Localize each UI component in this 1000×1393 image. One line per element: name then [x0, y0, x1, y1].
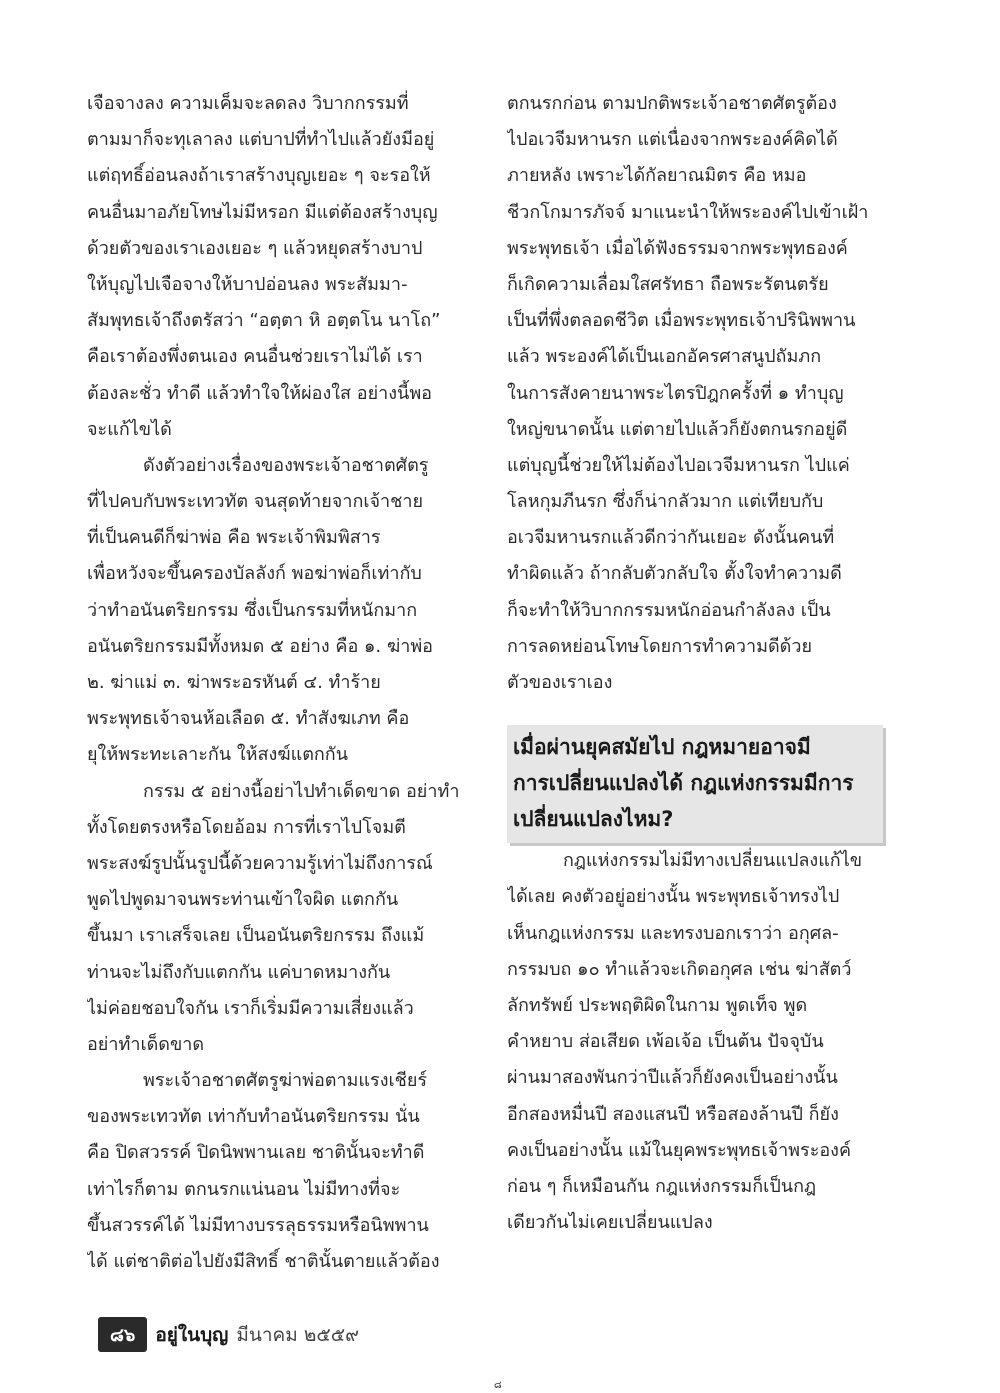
body-line: ๒. ฆ่าแม่ ๓. ฆ่าพระอรหันต์ ๔. ทำร้าย: [87, 672, 381, 693]
body-line: เห็นกฎแห่งกรรม และทรงบอกเราว่า อกุศล-: [507, 922, 839, 944]
body-line: พระพุทธเจ้าจนห้อเลือด ๕. ทำสังฆเภท คือ: [87, 708, 410, 730]
body-line: ตกนรกก่อน ตามปกติพระเจ้าอชาตศัตรูต้อง: [507, 93, 837, 114]
body-line: ในการสังคายนาพระไตรปิฎกครั้งที่ ๑ ทำบุญ: [507, 382, 844, 404]
body-line: ใหญ่ขนาดนั้น แต่ตายไปแล้วก็ยังตกนรกอยู่ดี: [507, 418, 848, 440]
right-column: [507, 86, 889, 1241]
body-line: ไปอเวจีมหานรก แต่เนื่องจากพระองค์คิดได้: [507, 129, 838, 151]
publication-name: อยู่ในบุญ: [155, 1323, 229, 1346]
body-line: ไม่ค่อยชอบใจกัน เราก็เริ่มมีความเสี่ยงแล้ว: [87, 997, 414, 1019]
body-line: แต่ฤทธิ์อ่อนลงถ้าเราสร้างบุญเยอะ ๆ จะรอให้: [87, 165, 431, 187]
body-line: อย่าทำเด็ดขาด: [87, 1033, 205, 1055]
body-line: เดียวกันไม่เคยเปลี่ยนแปลง: [507, 1212, 713, 1234]
section-heading-line: การเปลี่ยนแปลงได้ กฎแห่งกรรมมีการ: [513, 771, 854, 796]
body-line: สัมพุทธเจ้าถึงตรัสว่า “อตฺตา หิ อตฺตโน นาโถ”: [87, 310, 441, 332]
page-number: ๘๖: [98, 1317, 147, 1352]
body-line: พระสงฆ์รูปนั้นรูปนี้ด้วยความรู้เท่าไม่ถึงการณ์: [87, 852, 433, 874]
body-line: ก่อน ๆ ก็เหมือนกัน กฎแห่งกรรมก็เป็นกฎ: [507, 1175, 817, 1197]
body-line: ให้บุญไปเจือจางให้บาปอ่อนลง พระสัมมา-: [87, 273, 408, 295]
body-line: ท่านจะไม่ถึงกับแตกกัน แค่บาดหมางกัน: [87, 961, 391, 983]
body-line: ตัวของเราเอง: [507, 672, 613, 693]
body-line: เจือจางลง ความเค็มจะลดลง วิบากกรรมที่: [87, 93, 409, 114]
body-line: ที่เป็นคนดีก็ฆ่าพ่อ คือ พระเจ้าพิมพิสาร: [87, 527, 381, 549]
body-line: พระพุทธเจ้า เมื่อได้ฟังธรรมจากพระพุทธองค์: [507, 237, 848, 259]
page-footer: [98, 1317, 359, 1352]
body-line: ทำผิดแล้ว ถ้ากลับตัวกลับใจ ตั้งใจทำความดี: [507, 563, 842, 585]
body-line: ตามมาก็จะทุเลาลง แต่บาปที่ทำไปแล้วยังมีอยู่: [87, 129, 435, 151]
body-line: แต่บุญนี้ช่วยให้ไม่ต้องไปอเวจีมหานรก ไปแค่: [507, 454, 850, 476]
body-line: คำหยาบ ส่อเสียด เพ้อเจ้อ เป็นต้น ปัจจุบัน: [507, 1031, 824, 1053]
paragraph-start-line: ดังตัวอย่างเรื่องของพระเจ้าอชาตศัตรู: [143, 454, 429, 476]
body-line: ยุให้พระทะเลาะกัน ให้สงฆ์แตกกัน: [87, 744, 348, 766]
body-line: ลักทรัพย์ ประพฤติผิดในกาม พูดเท็จ พูด: [507, 994, 808, 1016]
body-line: พูดไปพูดมาจนพระท่านเข้าใจผิด แตกกัน: [87, 889, 399, 911]
body-line: เท่าไรก็ตาม ตกนรกแน่นอน ไม่มีทางที่จะ: [87, 1178, 401, 1200]
body-line: ภายหลัง เพราะได้กัลยาณมิตร คือ หมอ: [507, 165, 807, 187]
body-line: ได้เลย คงตัวอยู่อย่างนั้น พระพุทธเจ้าทรงไป: [507, 886, 840, 908]
body-line: ต้องละชั่ว ทำดี แล้วทำใจให้ผ่องใส อย่างนี้พอ: [87, 382, 432, 404]
body-line: ได้ แต่ชาติต่อไปยังมีสิทธิ์ ชาตินั้นตายแล้วต้อง: [87, 1251, 440, 1272]
body-line: คงเป็นอย่างนั้น แม้ในยุคพระพุทธเจ้าพระองค์: [507, 1139, 852, 1161]
body-line: การลดหย่อนโทษโดยการทำความดีด้วย: [507, 635, 813, 657]
body-line: โลหกุมภีนรก ซึ่งก็น่ากลัวมาก แต่เทียบกับ: [507, 491, 824, 513]
body-line: อีกสองหมื่นปี สองแสนปี หรือสองล้านปี ก็ยัง: [507, 1103, 839, 1125]
section-gap: [507, 701, 889, 711]
body-line: ด้วยตัวของเราเองเยอะ ๆ แล้วหยุดสร้างบาป: [87, 237, 423, 259]
paragraph-start-line: กรรม ๕ อย่างนี้อย่าไปทำเด็ดขาด อย่าทำ: [143, 780, 460, 802]
body-line: ขึ้นมา เราเสร็จเลย เป็นอนันตริยกรรม ถึงแม้: [87, 925, 425, 947]
body-line: ชีวกโกมารภัจจ์ มาแนะนำให้พระองค์ไปเข้าเฝ้า: [507, 201, 869, 223]
body-line: ผ่านมาสองพันกว่าปีแล้วก็ยังคงเป็นอย่างนั้น: [507, 1067, 838, 1089]
body-line: กรรมบถ ๑๐ ทำแล้วจะเกิดอกุศล เช่น ฆ่าสัตว์: [507, 958, 852, 980]
body-line: คือเราต้องพึ่งตนเอง คนอื่นช่วยเราไม่ได้ เรา: [87, 346, 423, 368]
body-line: เพื่อหวังจะขึ้นครองบัลลังก์ พอฆ่าพ่อก็เท่ากับ: [87, 563, 422, 585]
paragraph-start-line: พระเจ้าอชาตศัตรูฆ่าพ่อตามแรงเชียร์: [143, 1070, 428, 1092]
section-heading-line: เมื่อผ่านยุคสมัยไป กฎหมายอาจมี: [513, 735, 811, 760]
print-mark: ๘: [494, 1380, 502, 1391]
body-line: อนันตริยกรรมมีทั้งหมด ๕ อย่าง คือ ๑. ฆ่าพ่อ: [87, 635, 433, 657]
body-line: อเวจีมหานรกแล้วดีกว่ากันเยอะ ดังนั้นคนที่: [507, 527, 835, 549]
section-heading-box: [507, 725, 883, 843]
body-line: ก็เกิดความเลื่อมใสศรัทธา ถือพระรัตนตรัย: [507, 273, 829, 295]
left-column: [87, 86, 469, 1280]
body-line: ทั้งโดยตรงหรือโดยอ้อม การที่เราไปโจมตี: [87, 816, 406, 838]
body-line: ว่าทำอนันตริยกรรม ซึ่งเป็นกรรมที่หนักมาก: [87, 599, 418, 621]
body-line: ที่ไปคบกับพระเทวทัต จนสุดท้ายจากเจ้าชาย: [87, 491, 424, 513]
body-line: คือ ปิดสวรรค์ ปิดนิพพานเลย ชาตินั้นจะทำดี: [87, 1142, 425, 1164]
body-line: ของพระเทวทัต เท่ากับทำอนันตริยกรรม นั่น: [87, 1106, 420, 1128]
issue-date: มีนาคม ๒๕๕๙: [236, 1323, 360, 1346]
paragraph-start-line: กฎแห่งกรรมไม่มีทางเปลี่ยนแปลงแก้ไข: [563, 850, 863, 872]
body-line: จะแก้ไขได้: [87, 418, 172, 440]
body-line: ขึ้นสวรรค์ได้ ไม่มีทางบรรลุธรรมหรือนิพพาน: [87, 1214, 429, 1236]
body-line: คนอื่นมาอภัยโทษไม่มีหรอก มีแต่ต้องสร้างบุญ: [87, 201, 438, 223]
body-line: ก็จะทำให้วิบากกรรมหนักอ่อนกำลังลง เป็น: [507, 599, 831, 621]
section-heading-line: เปลี่ยนแปลงไหม?: [513, 807, 674, 832]
body-line: เป็นที่พึ่งตลอดชีวิต เมื่อพระพุทธเจ้าปรินิพพาน: [507, 310, 856, 332]
body-line: แล้ว พระองค์ได้เป็นเอกอัครศาสนูปถัมภก: [507, 346, 822, 368]
